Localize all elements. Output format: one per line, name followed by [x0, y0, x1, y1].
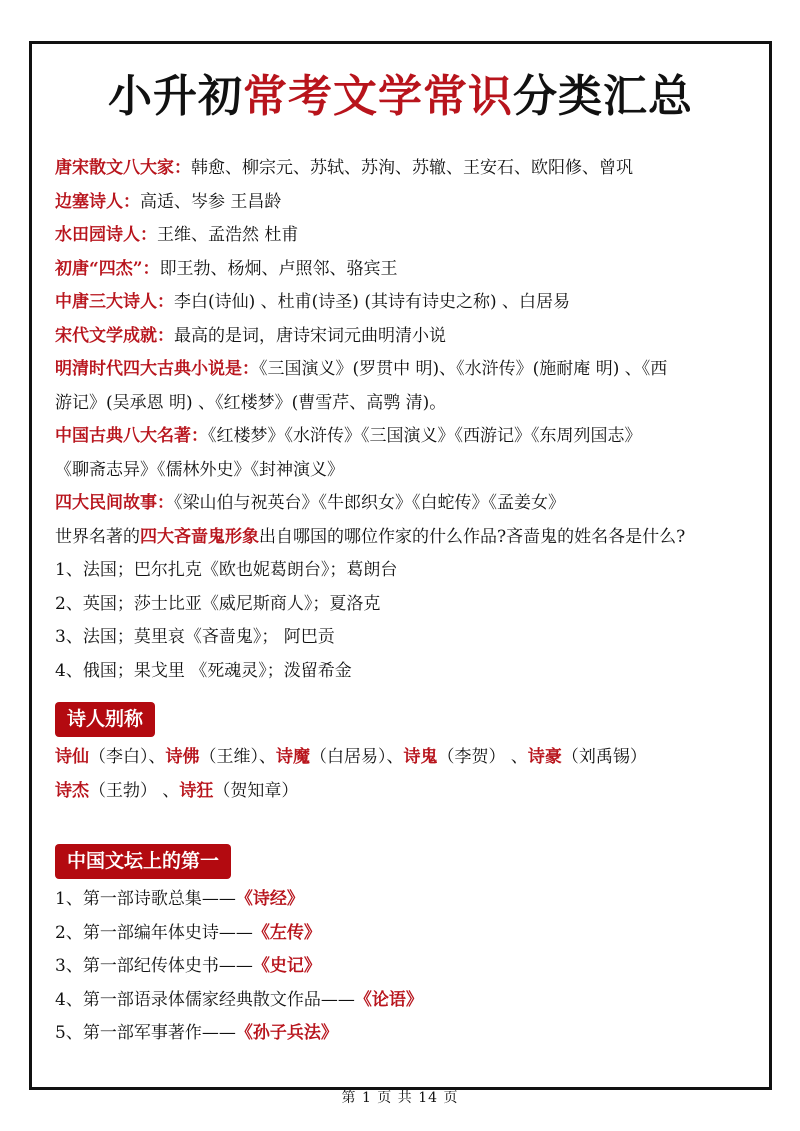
section-frontier-poets	[55, 186, 759, 220]
section-four-talents	[55, 253, 759, 287]
section-text: 王维、孟浩然 杜甫	[157, 225, 299, 245]
nickname: 诗豪	[527, 747, 562, 767]
first-work: 《诗经》	[235, 889, 304, 909]
first-text: 1、第一部诗歌总集——	[55, 889, 236, 909]
section-badge: 中国文坛上的第一	[55, 844, 231, 879]
first-text: 4、第一部语录体儒家经典散文作品——	[55, 989, 355, 1010]
question-text: 世界名著的	[55, 526, 140, 547]
page-frame	[29, 41, 772, 1090]
question-text: 出自哪国的哪位作家的什么作品?吝啬鬼的姓名各是什么?	[259, 526, 686, 547]
section-label: 边塞诗人：	[55, 191, 140, 212]
section-eight-classics-continued: 《聊斋志异》《儒林外史》《封神演义》	[55, 459, 344, 480]
section-pastoral-poets	[55, 219, 759, 253]
section-text: 《梁山伯与祝英台》《牛郎织女》《白蛇传》《孟姜女》	[174, 493, 565, 513]
title-suffix: 分类汇总	[513, 71, 693, 122]
section-text: 《红楼梦》《水浒传》《三国演义》《西游记》《东周列国志》	[208, 426, 642, 446]
section-label: 中国古典八大名著：	[55, 426, 208, 446]
first-item	[55, 1017, 759, 1051]
section-four-novels-continued: 游记》(吴承恩 明) 、《红楼梦》(曹雪芹、高鹗 清)。	[55, 392, 447, 413]
poet-nicknames-row	[55, 775, 759, 809]
miser-answer: 1、法国；巴尔扎克《欧也妮葛朗台》；葛朗台	[55, 560, 398, 580]
nickname: 诗佛	[165, 747, 200, 767]
section-text: 《三国演义》(罗贯中 明)、《水浒传》(施耐庵 明) 、《西	[259, 359, 668, 379]
nickname: 诗鬼	[403, 747, 438, 767]
section-label: 明清时代四大古典小说是：	[55, 359, 259, 379]
section-badge: 诗人别称	[55, 702, 155, 737]
nickname: 诗狂	[179, 780, 214, 801]
section-four-novels	[55, 353, 759, 387]
page-title	[32, 72, 769, 122]
firsts-header	[55, 844, 759, 879]
nickname: 诗魔	[276, 747, 310, 767]
section-label: 唐宋散文八大家：	[55, 158, 191, 178]
poet: （王维）、	[199, 747, 276, 767]
first-work: 《左传》	[252, 922, 321, 943]
first-work: 《孙子兵法》	[235, 1023, 338, 1043]
poet: （李白）、	[89, 747, 166, 767]
poet-nicknames-row	[55, 741, 759, 775]
poet: （白居易）、	[310, 747, 404, 767]
section-text: 高适、岑参 王昌龄	[140, 191, 282, 212]
miser-answer: 4、俄国；果戈里 《死魂灵》；泼留希金	[55, 660, 352, 681]
poet: （贺知章）	[213, 780, 299, 801]
section-song-literature	[55, 320, 759, 354]
page-footer: 第 1 页 共 14 页	[341, 1090, 459, 1106]
section-eight-classics	[55, 420, 759, 454]
section-text: 最高的是词，唐诗宋词元曲明清小说	[174, 325, 446, 346]
first-text: 5、第一部军事著作——	[55, 1023, 236, 1043]
section-mid-tang-poets	[55, 286, 759, 320]
first-text: 2、第一部编年体史诗——	[55, 922, 253, 943]
section-text: 李白(诗仙) 、杜甫(诗圣) (其诗有诗史之称) 、白居易	[174, 292, 571, 312]
poet: （刘禹锡）	[561, 747, 647, 767]
title-highlight: 常考文学常识	[243, 71, 513, 122]
section-tang-song-prose	[55, 152, 759, 186]
section-label: 水田园诗人：	[55, 225, 157, 245]
miser-question	[55, 521, 759, 555]
title-prefix: 小升初	[108, 71, 243, 122]
first-text: 3、第一部纪传体史书——	[55, 956, 253, 976]
miser-answer: 3、法国；莫里哀《吝啬鬼》； 阿巴贡	[55, 627, 335, 647]
first-work: 《史记》	[252, 956, 321, 976]
nickname: 诗仙	[55, 747, 89, 767]
content	[55, 152, 759, 1051]
section-folk-tales	[55, 487, 759, 521]
section-label: 初唐“四杰”：	[55, 258, 160, 279]
section-label: 四大民间故事：	[55, 493, 174, 513]
poet-nicknames-header	[55, 702, 759, 737]
poet: （王勃） 、	[89, 780, 180, 801]
nickname: 诗杰	[55, 780, 89, 801]
section-label: 宋代文学成就：	[55, 325, 174, 346]
section-text: 即王勃、杨炯、卢照邻、骆宾王	[159, 258, 398, 279]
first-item	[55, 883, 759, 917]
first-work: 《论语》	[354, 989, 423, 1010]
poet: （李贺） 、	[437, 747, 528, 767]
first-item	[55, 917, 759, 951]
section-label: 中唐三大诗人：	[55, 292, 174, 312]
first-item	[55, 950, 759, 984]
first-item	[55, 984, 759, 1018]
question-highlight: 四大吝啬鬼形象	[140, 526, 259, 547]
miser-answer: 2、英国；莎士比亚《威尼斯商人》；夏洛克	[55, 593, 381, 614]
section-text: 韩愈、柳宗元、苏轼、苏洵、苏辙、王安石、欧阳修、曾巩	[191, 158, 633, 178]
